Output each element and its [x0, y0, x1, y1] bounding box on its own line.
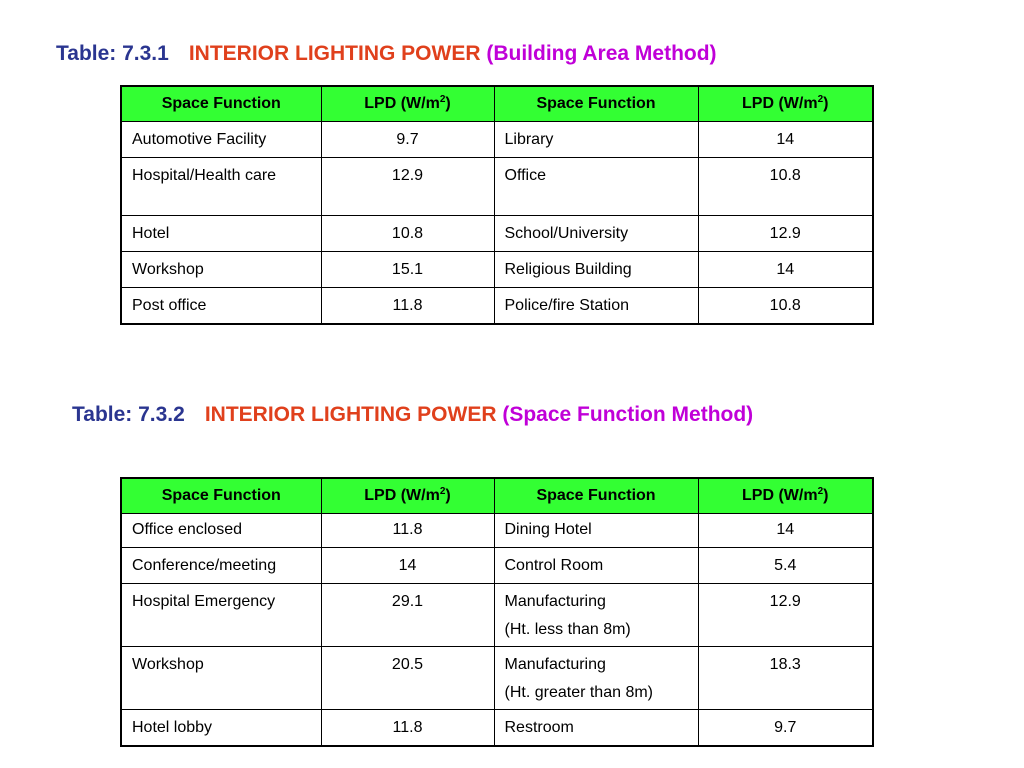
- cell-space: Police/fire Station: [494, 288, 698, 324]
- table-header-row: [121, 86, 873, 122]
- header-space-function: Space Function: [121, 86, 321, 122]
- cell-lpd: 9.7: [698, 710, 873, 746]
- cell-lpd: 14: [698, 122, 873, 158]
- header-lpd: LPD $(W/m^2)$: [698, 478, 873, 514]
- cell-lpd: 12.9: [698, 216, 873, 252]
- cell-space: Control Room: [494, 548, 698, 584]
- cell-space-name: Manufacturing: [504, 656, 606, 673]
- table1-title: INTERIOR LIGHTING POWER: [188, 42, 481, 65]
- header-lpd: LPD $(W/m^2)$: [321, 86, 494, 122]
- cell-space: Restroom: [494, 710, 698, 746]
- cell-lpd: 15.1: [321, 252, 494, 288]
- cell-space: Religious Building: [494, 252, 698, 288]
- table1-caption: [56, 42, 717, 66]
- cell-lpd: 18.3: [698, 647, 873, 710]
- cell-space-note: (Ht. greater than 8m): [504, 684, 653, 701]
- table2-label: Table: 7.3.2: [72, 403, 185, 426]
- cell-lpd: 10.8: [321, 216, 494, 252]
- cell-space: Hotel: [121, 216, 321, 252]
- table-row: [121, 158, 873, 216]
- cell-space: Conference/meeting: [121, 548, 321, 584]
- header-space-function: Space Function: [121, 478, 321, 514]
- header-space-function: Space Function: [494, 86, 698, 122]
- table1-label: Table: 7.3.1: [56, 42, 169, 65]
- cell-space: Dining Hotel: [494, 514, 698, 548]
- cell-lpd: 14: [698, 252, 873, 288]
- table-row: [121, 584, 873, 647]
- header-lpd: LPD $(W/m^2)$: [698, 86, 873, 122]
- table-row: [121, 710, 873, 746]
- table-row: [121, 514, 873, 548]
- header-lpd: LPD $(W/m^2)$: [321, 478, 494, 514]
- cell-lpd: 10.8: [698, 158, 873, 216]
- cell-space: Library: [494, 122, 698, 158]
- cell-lpd: 12.9: [698, 584, 873, 647]
- cell-lpd: 5.4: [698, 548, 873, 584]
- cell-lpd: 11.8: [321, 514, 494, 548]
- cell-space: Post office: [121, 288, 321, 324]
- cell-lpd: 12.9: [321, 158, 494, 216]
- table2-caption: [72, 403, 753, 427]
- table-row: [121, 288, 873, 324]
- cell-space-name: Manufacturing: [504, 593, 606, 610]
- cell-space: [494, 584, 698, 647]
- cell-lpd: 9.7: [321, 122, 494, 158]
- table2-title: INTERIOR LIGHTING POWER: [204, 403, 497, 426]
- table-header-row: [121, 478, 873, 514]
- cell-space: Hospital Emergency: [121, 584, 321, 647]
- header-space-function: Space Function: [494, 478, 698, 514]
- cell-space: Workshop: [121, 647, 321, 710]
- table2-subtitle: (Space Function Method): [502, 403, 754, 426]
- table-row: [121, 647, 873, 710]
- table-row: [121, 216, 873, 252]
- table-row: [121, 252, 873, 288]
- cell-lpd: 11.8: [321, 710, 494, 746]
- cell-lpd: 14: [698, 514, 873, 548]
- cell-space: School/University: [494, 216, 698, 252]
- cell-space: Office: [494, 158, 698, 216]
- cell-space: Workshop: [121, 252, 321, 288]
- cell-lpd: 29.1: [321, 584, 494, 647]
- cell-lpd: 14: [321, 548, 494, 584]
- cell-lpd: 11.8: [321, 288, 494, 324]
- space-function-table: [120, 477, 874, 747]
- cell-space: [494, 647, 698, 710]
- cell-lpd: 20.5: [321, 647, 494, 710]
- cell-space: Office enclosed: [121, 514, 321, 548]
- table-row: [121, 548, 873, 584]
- building-area-table: [120, 85, 874, 325]
- cell-lpd: 10.8: [698, 288, 873, 324]
- cell-space: Automotive Facility: [121, 122, 321, 158]
- cell-space: Hospital/Health care: [121, 158, 321, 216]
- cell-space-note: (Ht. less than 8m): [504, 621, 631, 638]
- cell-space: Hotel lobby: [121, 710, 321, 746]
- table-row: [121, 122, 873, 158]
- table1-subtitle: (Building Area Method): [486, 42, 717, 65]
